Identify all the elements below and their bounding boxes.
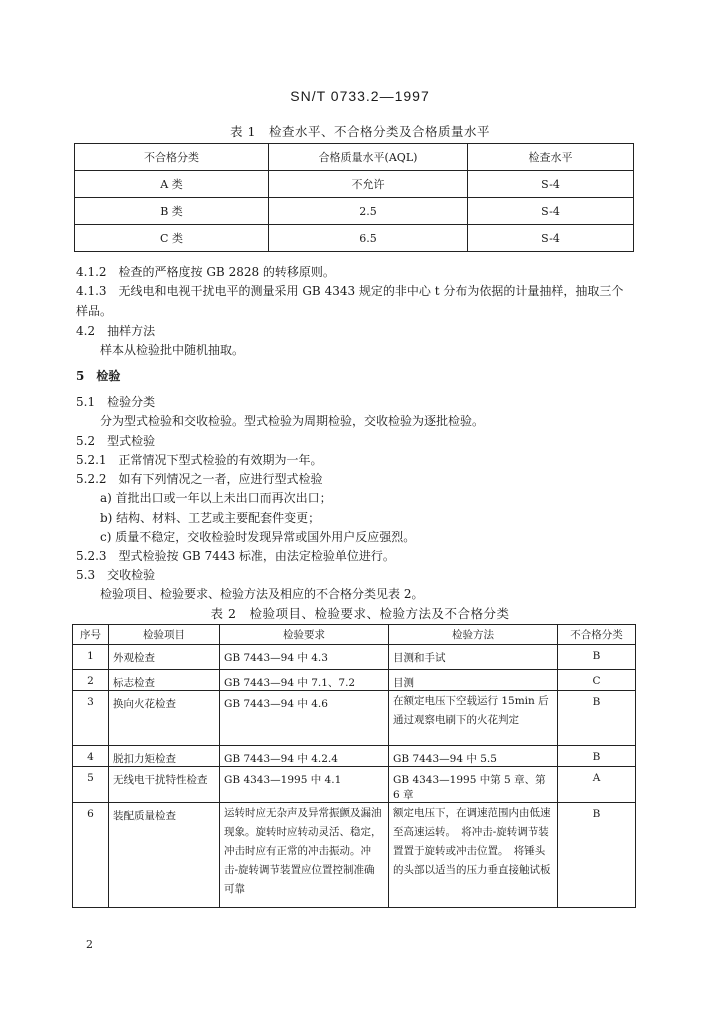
table-cell: S-4 bbox=[468, 198, 634, 225]
table-header-cell: 合格质量水平(AQL) bbox=[269, 144, 468, 171]
table-cell: 2 bbox=[73, 670, 109, 691]
table-cell: 装配质量检查 bbox=[109, 803, 220, 908]
table-cell: B bbox=[558, 691, 636, 746]
table-cell: 6.5 bbox=[269, 225, 468, 252]
table-cell: GB 7443—94 中 7.1、7.2 bbox=[220, 670, 389, 691]
table-header-cell: 检查水平 bbox=[468, 144, 634, 171]
table-cell: A bbox=[558, 767, 636, 803]
table-cell: 目测和手试 bbox=[389, 645, 558, 670]
table-cell: C bbox=[558, 670, 636, 691]
table-row bbox=[73, 645, 636, 670]
table-row bbox=[75, 171, 634, 198]
clause-5-3-text: 检验项目、检验要求、检验方法及相应的不合格分类见表 2。 bbox=[100, 587, 424, 601]
clause-5-1-text: 分为型式检验和交收检验。型式检验为周期检验，交收检验为逐批检验。 bbox=[100, 414, 485, 428]
table-header-cell: 不合格分类 bbox=[558, 625, 636, 645]
list-item-a: a) 首批出口或一年以上未出口而再次出口； bbox=[100, 491, 332, 505]
table-cell: 换向火花检查 bbox=[109, 691, 220, 746]
clause-5-2-2: 5.2.2 如有下列情况之一者，应进行型式检验 bbox=[76, 472, 323, 486]
table-row bbox=[75, 198, 634, 225]
clause-4-1-3: 4.1.3 无线电和电视干扰电平的测量采用 GB 4343 规定的非中心 t 分布为依据的计量抽样，抽取三个 bbox=[76, 284, 624, 298]
table-row bbox=[73, 767, 636, 803]
table-cell: 1 bbox=[73, 645, 109, 670]
heading-5: 5 检验 bbox=[76, 369, 121, 383]
table-cell: 额定电压下，在调速范围内由低速至高速运转。 将冲击-旋转调节装置置于旋转或冲击位置。 将锤头的头部以适当的压力垂直接触试板 bbox=[389, 803, 558, 908]
table-cell: 目测 bbox=[389, 670, 558, 691]
table-header-row bbox=[75, 144, 634, 171]
table-cell: S-4 bbox=[468, 225, 634, 252]
table-header-cell: 检验项目 bbox=[109, 625, 220, 645]
table1-caption: 表 1 检查水平、不合格分类及合格质量水平 bbox=[230, 124, 490, 139]
heading-5-3: 5.3 交收检验 bbox=[76, 568, 156, 582]
heading-5-1: 5.1 检验分类 bbox=[76, 395, 156, 409]
clause-4-2-text: 样本从检验批中随机抽取。 bbox=[100, 343, 245, 357]
table-row bbox=[73, 803, 636, 908]
table-cell: GB 4343—1995 中第 5 章、第 6 章 bbox=[389, 767, 558, 803]
clause-4-1-3-cont: 样品。 bbox=[76, 304, 113, 318]
table-cell: 运转时应无杂声及异常振颤及漏油现象。旋转时应转动灵活、稳定，冲击时应有正常的冲击振动。冲击-旋转调节装置应位置控制准确可靠 bbox=[220, 803, 389, 908]
list-item-c: c) 质量不稳定，交收检验时发现异常或国外用户反应强烈。 bbox=[100, 530, 416, 544]
table-header-cell: 不合格分类 bbox=[75, 144, 269, 171]
table-cell: S-4 bbox=[468, 171, 634, 198]
clause-5-2-3: 5.2.3 型式检验按 GB 7443 标准，由法定检验单位进行。 bbox=[76, 549, 395, 563]
heading-5-2: 5.2 型式检验 bbox=[76, 434, 156, 448]
table-row bbox=[73, 670, 636, 691]
table-cell: 6 bbox=[73, 803, 109, 908]
table-cell: 标志检查 bbox=[109, 670, 220, 691]
table-header-cell: 检验方法 bbox=[389, 625, 558, 645]
table-cell: GB 4343—1995 中 4.1 bbox=[220, 767, 389, 803]
table-row bbox=[73, 746, 636, 767]
table-row bbox=[75, 225, 634, 252]
list-item-b: b) 结构、材料、工艺或主要配套件变更； bbox=[100, 511, 321, 525]
standard-header: SN/T 0733.2—1997 bbox=[290, 88, 430, 104]
table2-caption: 表 2 检验项目、检验要求、检验方法及不合格分类 bbox=[210, 606, 510, 621]
table-cell: B bbox=[558, 746, 636, 767]
table-cell: C 类 bbox=[75, 225, 269, 252]
heading-4-2: 4.2 抽样方法 bbox=[76, 324, 156, 338]
table-cell: GB 7443—94 中 5.5 bbox=[389, 746, 558, 767]
table-cell: 脱扣力矩检查 bbox=[109, 746, 220, 767]
table-cell: 无线电干扰特性检查 bbox=[109, 767, 220, 803]
table2 bbox=[72, 624, 636, 908]
table-cell: 在额定电压下空载运行 15min 后通过观察电刷下的火花判定 bbox=[389, 691, 558, 746]
clause-4-1-2: 4.1.2 检查的严格度按 GB 2828 的转移原则。 bbox=[76, 265, 335, 279]
table-cell: 3 bbox=[73, 691, 109, 746]
table-cell: GB 7443—94 中 4.2.4 bbox=[220, 746, 389, 767]
table-cell: GB 7443—94 中 4.6 bbox=[220, 691, 389, 746]
table-cell: B 类 bbox=[75, 198, 269, 225]
table-cell: 5 bbox=[73, 767, 109, 803]
table-header-cell: 序号 bbox=[73, 625, 109, 645]
table-cell: 不允许 bbox=[269, 171, 468, 198]
table-cell: GB 7443—94 中 4.3 bbox=[220, 645, 389, 670]
table-cell: 2.5 bbox=[269, 198, 468, 225]
page-number: 2 bbox=[86, 938, 93, 951]
clause-5-2-1: 5.2.1 正常情况下型式检验的有效期为一年。 bbox=[76, 453, 323, 467]
table1 bbox=[74, 143, 634, 252]
table-cell: B bbox=[558, 803, 636, 908]
table-cell: A 类 bbox=[75, 171, 269, 198]
table-cell: 4 bbox=[73, 746, 109, 767]
table-header-cell: 检验要求 bbox=[220, 625, 389, 645]
table-cell: B bbox=[558, 645, 636, 670]
table-row bbox=[73, 691, 636, 746]
table-header-row bbox=[73, 625, 636, 645]
table-cell: 外观检查 bbox=[109, 645, 220, 670]
